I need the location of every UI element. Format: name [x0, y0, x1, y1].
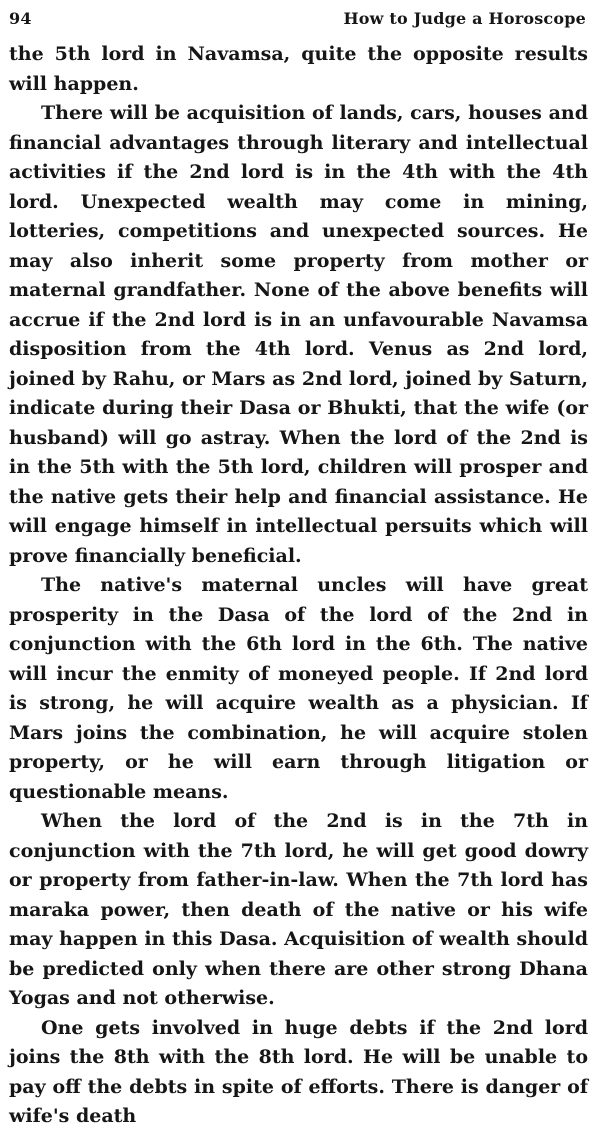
paragraph-maternal-uncles: The native's maternal uncles will have great prosperity in the Dasa of the lord of the 2nd in conjunction with the 6th lord in the 6th. The native will incur the enmity of moneyed people. If 2nd lord is strong, he will acquire wealth as a physician. If Mars joins the combination, he will acquire stolen property, or he will earn through litigation or questionable means.: [9, 574, 588, 803]
paragraph-debts: One gets involved in huge debts if the 2nd lord joins the 8th with the 8th lord. He will be unable to pay off the debts in spite of efforts. There is danger of wife's death: [9, 1016, 588, 1127]
body-text: [9, 40, 588, 1132]
page-number: 94: [9, 8, 32, 28]
paragraph-seventh-lord: When the lord of the 2nd is in the 7th in conjunction with the 7th lord, he will get good dowry or property from father-in-law. When the 7th lord has maraka power, then death of the native or his wife may happen in this Dasa. Acquisition of wealth should be predicted only when there are other strong Dhana Yogas and not otherwise.: [9, 810, 588, 1009]
running-head: [9, 0, 588, 36]
running-title: How to Judge a Horoscope: [343, 8, 586, 28]
paragraph-continuation: the 5th lord in Navamsa, quite the opposite results will happen.: [9, 43, 588, 95]
paragraph-second-lord-fourth: There will be acquisition of lands, cars, houses and financial advantages through literary and intellectual activities if the 2nd lord is in the 4th with the 4th lord. Unexpected wealth may come in mining, lotteries, competitions and unexpected sources. He may also inherit some property from mother or maternal grandfather. None of the above benefits will accrue if the 2nd lord is in an unfavourable Navamsa disposition from the 4th lord. Venus as 2nd lord, joined by Rahu, or Mars as 2nd lord, joined by Saturn, indicate during their Dasa or Bhukti, that the wife (or husband) will go astray. When the lord of the 2nd is in the 5th with the 5th lord, children will prosper and the native gets their help and financial assistance. He will engage himself in intellectual persuits which will prove financially beneficial.: [9, 102, 588, 567]
